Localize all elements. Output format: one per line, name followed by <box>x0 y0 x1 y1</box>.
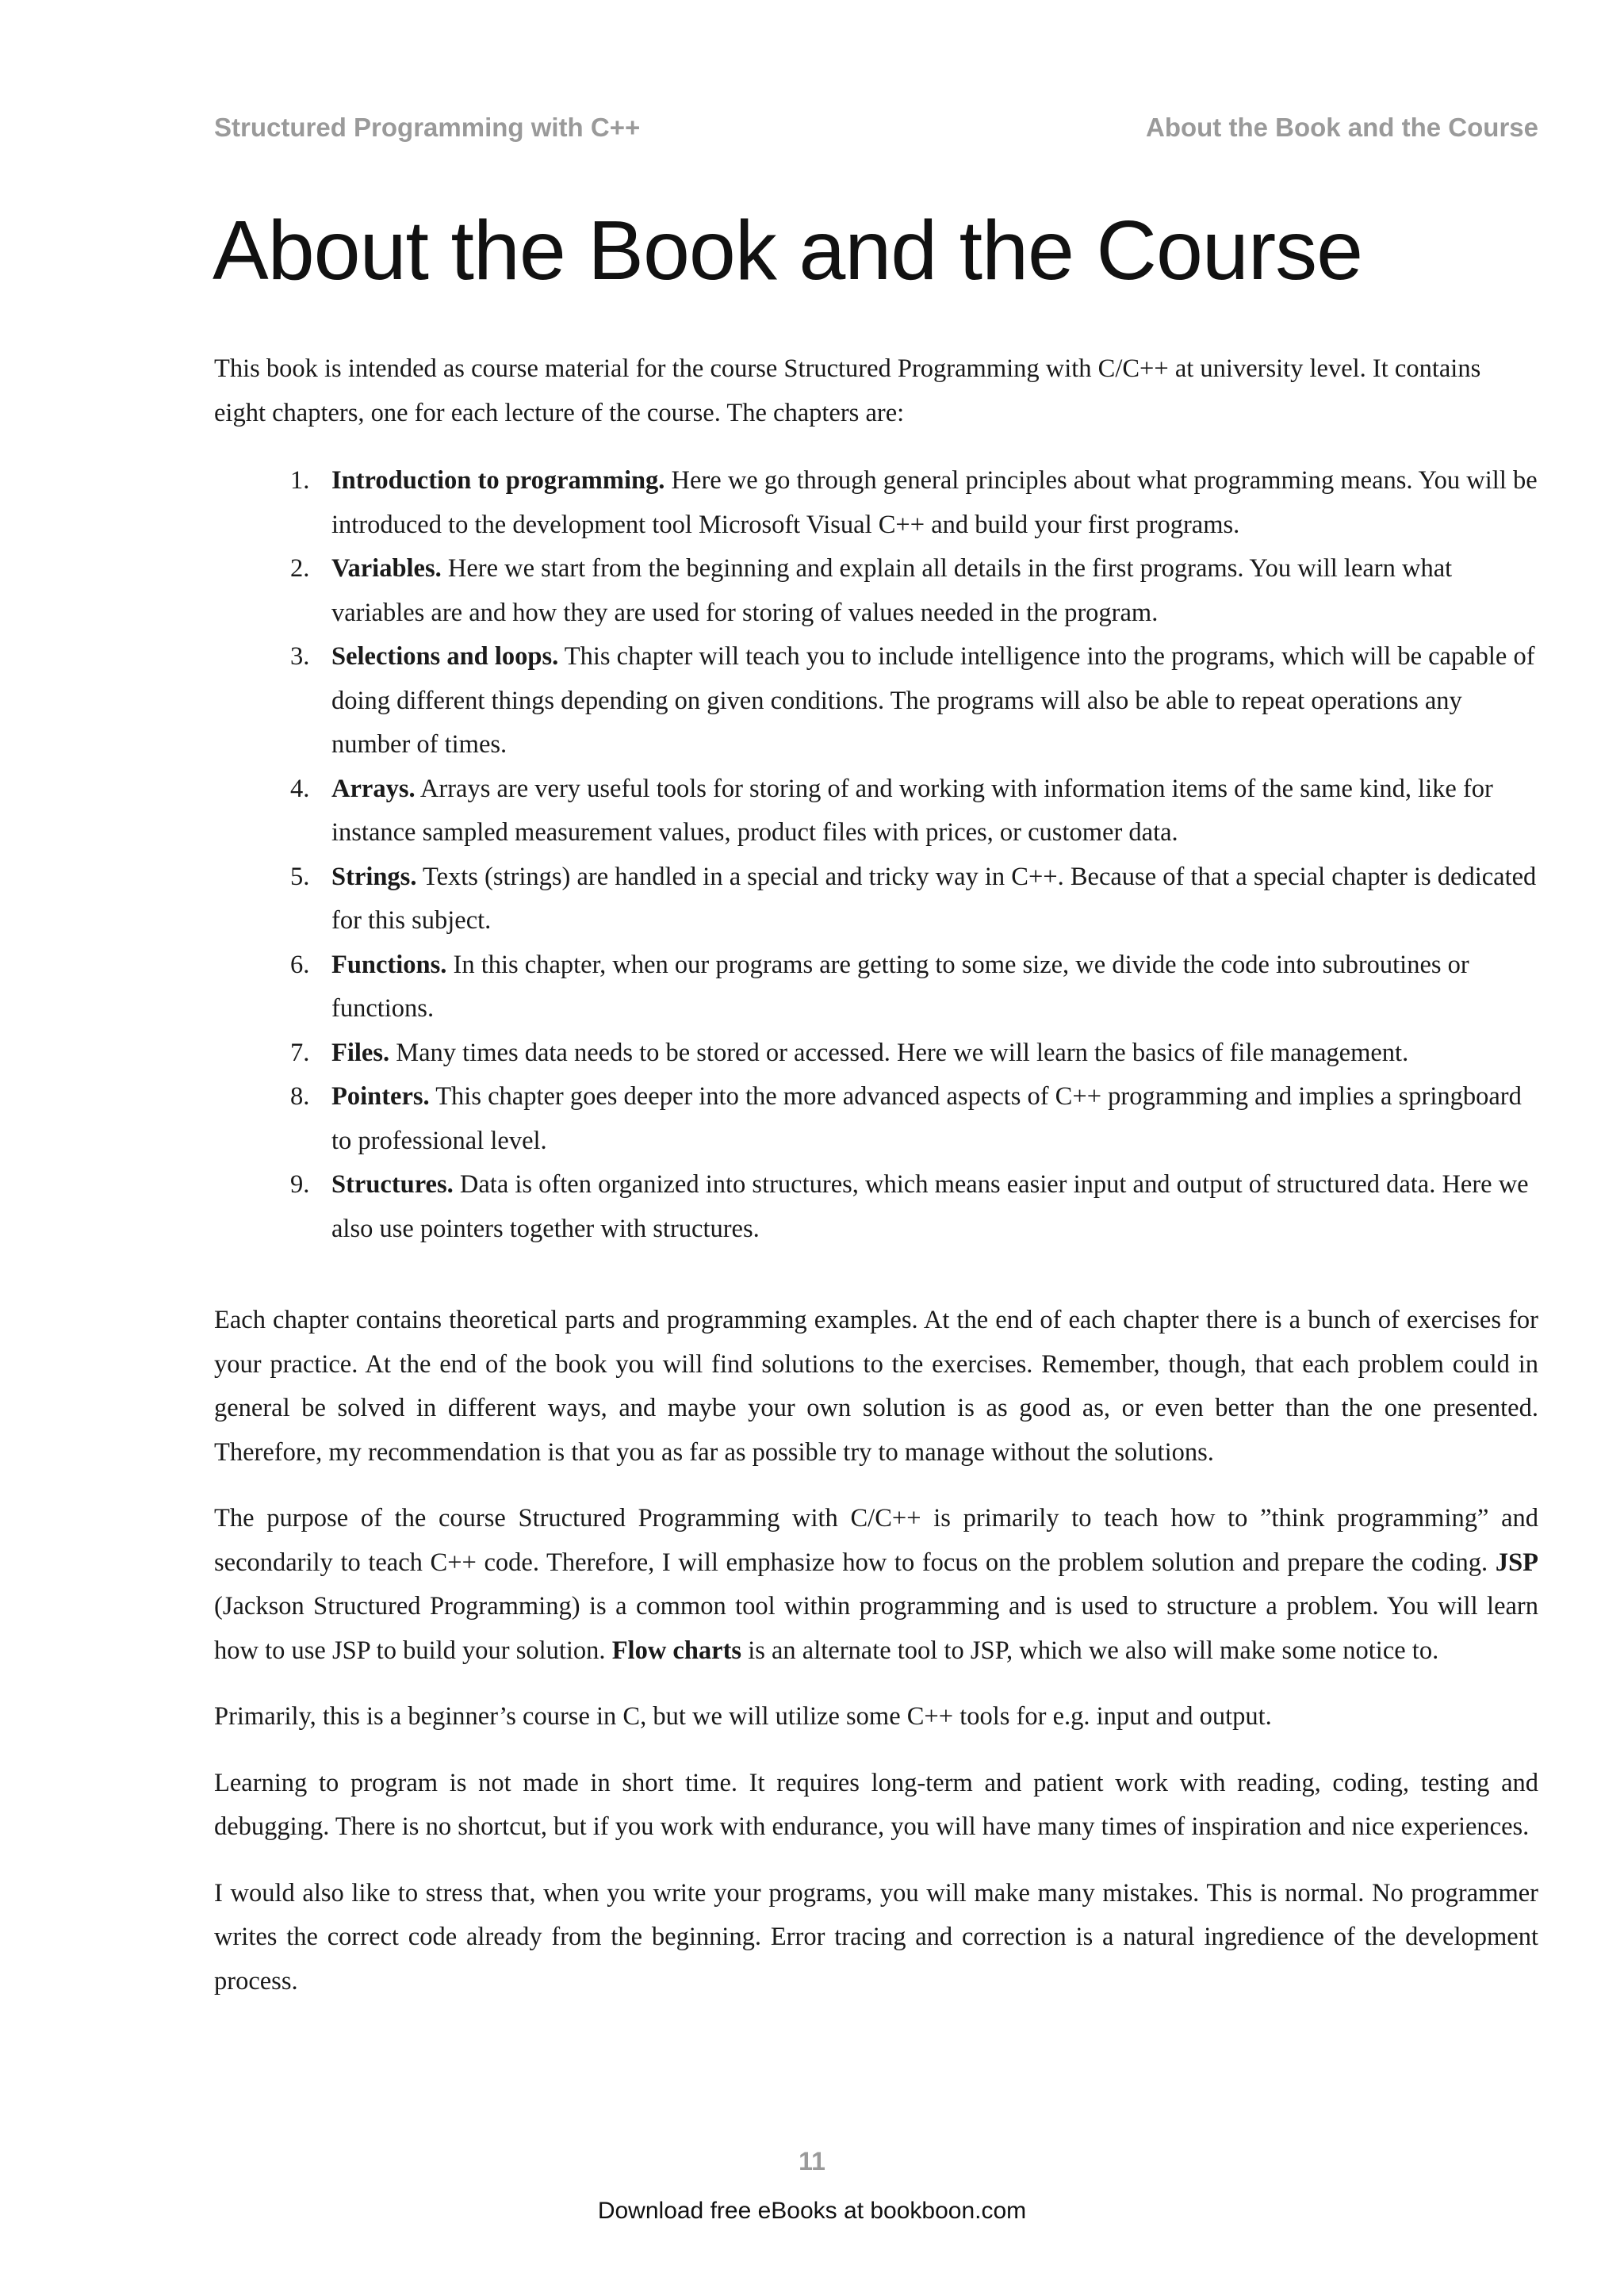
purpose-text: is an alternate tool to JSP, which we also will make some notice to. <box>741 1636 1439 1665</box>
jsp-term: JSP <box>1495 1548 1538 1577</box>
list-item <box>290 855 1538 943</box>
list-item <box>290 547 1538 635</box>
download-footer: Download free eBooks at bookboon.com <box>597 2198 1027 2224</box>
body-text <box>214 347 1538 2003</box>
chapter-name: Introduction to programming. <box>331 466 665 495</box>
flow-charts-term: Flow charts <box>611 1636 742 1665</box>
chapter-name: Structures. <box>331 1170 454 1199</box>
paragraph-learning: Learning to program is not made in short time. It requires long-term and patient work with reading, coding, testing and debugging. There is no shortcut, but if you work with endurance, you will have many times of inspiration and nice experiences. <box>214 1768 1538 1841</box>
paragraph-purpose <box>214 1497 1538 1673</box>
list-number: 4. <box>290 774 310 803</box>
page-title: About the Book and the Course <box>213 204 1363 297</box>
paragraph-exercises: Each chapter contains theoretical parts and programming examples. At the end of each chapter there is a bunch of exercises for your practice. At the end of the book you will find solutions to the exercises. Remember, though, that each problem could in general be solved in different ways, and maybe your own solution is as good as, or even better than the one presented. Therefore, my recommendation is that you as far as possible try to manage without the solutions. <box>214 1306 1538 1467</box>
chapter-name: Pointers. <box>331 1082 430 1111</box>
list-number: 3. <box>290 642 310 671</box>
list-number: 6. <box>290 950 310 979</box>
running-header <box>214 113 1538 143</box>
list-number: 1. <box>290 466 310 495</box>
running-header-chapter-title: About the Book and the Course <box>1146 113 1538 142</box>
chapter-description: This chapter will teach you to include intelligence into the programs, which will be capable of doing different things depending on given conditions. The programs will also be able to repeat operations any number of times. <box>331 642 1535 759</box>
chapter-name: Variables. <box>331 554 442 583</box>
list-item <box>290 635 1538 767</box>
chapter-description: Here we go through general principles about what programming means. You will be introduced to the development tool Microsoft Visual C++ and build your first programs. <box>331 466 1538 539</box>
chapter-description: Here we start from the beginning and explain all details in the first programs. You will learn what variables are and how they are used for storing of values needed in the program. <box>331 554 1453 627</box>
chapters-list <box>214 459 1538 1251</box>
list-number: 8. <box>290 1082 310 1111</box>
list-item <box>290 943 1538 1031</box>
chapter-description: Many times data needs to be stored or accessed. Here we will learn the basics of file management. <box>389 1038 1409 1067</box>
chapter-name: Strings. <box>331 862 417 891</box>
running-header-book-title: Structured Programming with C++ <box>214 113 641 142</box>
chapter-name: Files. <box>331 1038 390 1067</box>
list-item <box>290 459 1538 547</box>
chapter-name: Arrays. <box>331 774 416 803</box>
list-number: 5. <box>290 862 310 891</box>
page-number: 11 <box>799 2147 825 2175</box>
paragraph-beginners: Primarily, this is a beginner’s course in C, but we will utilize some C++ tools for e.g. input and output. <box>214 1702 1272 1731</box>
chapter-description: This chapter goes deeper into the more advanced aspects of C++ programming and implies a springboard to professional level. <box>331 1082 1522 1155</box>
list-item <box>290 1163 1538 1251</box>
list-item <box>290 1075 1538 1163</box>
list-item <box>290 1031 1538 1076</box>
purpose-text: (Jackson Structured Programming) is a common tool within programming and is used to structure a problem. You will learn how to use JSP to build your solution. <box>214 1592 1538 1665</box>
list-item <box>290 767 1538 855</box>
purpose-text: The purpose of the course Structured Programming with C/C++ is primarily to teach how to ”think programming” and secondarily to teach C++ code. Therefore, I will emphasize how to focus on the problem solution and prepare the coding. <box>214 1504 1538 1577</box>
chapter-description: Texts (strings) are handled in a special and tricky way in C++. Because of that a special chapter is dedicated for this subject. <box>331 862 1537 935</box>
list-number: 2. <box>290 554 310 583</box>
list-number: 9. <box>290 1170 310 1199</box>
paragraph-mistakes: I would also like to stress that, when you write your programs, you will make many mistakes. This is normal. No programmer writes the correct code already from the beginning. Error tracing and correction is a natural ingredience of the development process. <box>214 1878 1538 1996</box>
chapter-name: Selections and loops. <box>331 642 559 671</box>
chapter-description: Data is often organized into structures, which means easier input and output of structured data. Here we also use pointers together with structures. <box>331 1170 1529 1243</box>
chapter-name: Functions. <box>331 950 447 979</box>
chapter-description: Arrays are very useful tools for storing of and working with information items of the same kind, like for instance sampled measurement values, product files with prices, or customer data. <box>331 774 1493 847</box>
list-number: 7. <box>290 1038 310 1067</box>
intro-paragraph: This book is intended as course material for the course Structured Programming with C/C++ at university level. It contains eight chapters, one for each lecture of the course. The chapters are: <box>214 354 1481 427</box>
chapter-description: In this chapter, when our programs are getting to some size, we divide the code into subroutines or functions. <box>331 950 1469 1023</box>
